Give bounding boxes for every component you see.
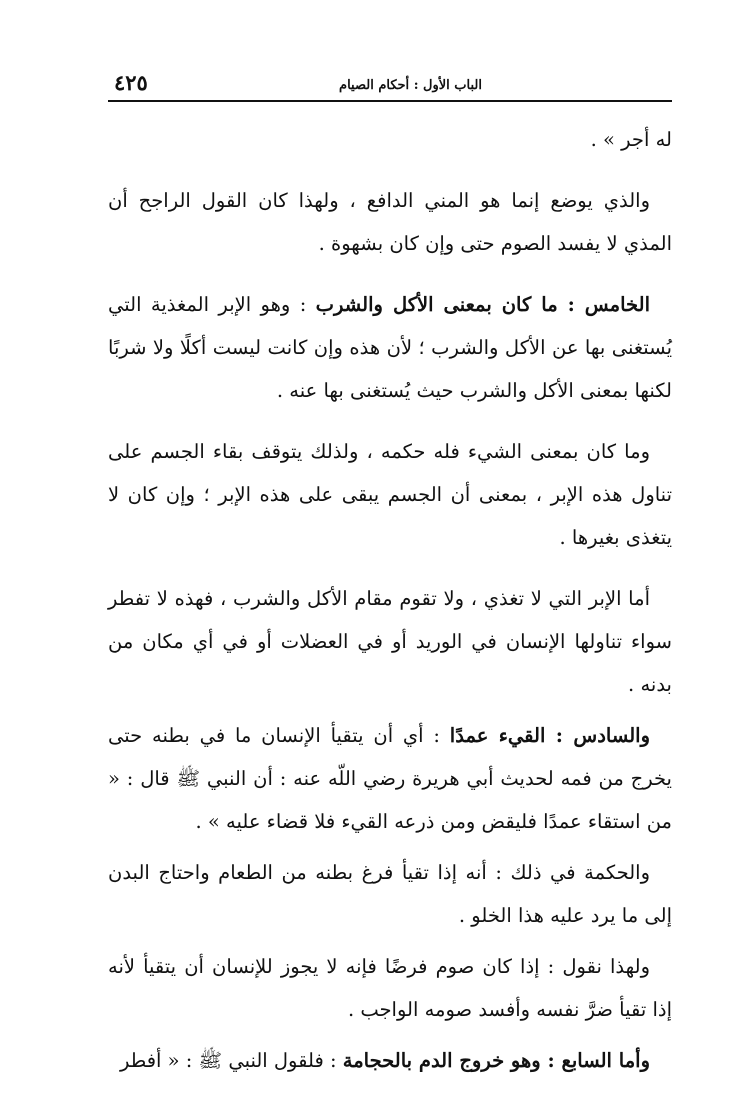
paragraph-8	[108, 945, 672, 1031]
header-rule	[108, 100, 672, 102]
paragraph-4	[108, 430, 672, 559]
body-text	[108, 118, 672, 1082]
paragraph-6	[108, 714, 672, 843]
paragraph-9-lead: وأما السابع : وهو خروج الدم بالحجامة	[342, 1049, 650, 1072]
paragraph-1-text: له أجر » .	[590, 128, 672, 151]
page-number: ٤٢٥	[114, 70, 148, 95]
paragraph-3	[108, 283, 672, 412]
paragraph-7	[108, 851, 672, 937]
paragraph-7-text: والحكمة في ذلك : أنه إذا تقيأ فرغ بطنه من الطعام واحتاج البدن إلى ما يرد عليه هذا الخلو .	[108, 861, 672, 927]
paragraph-8-text: ولهذا نقول : إذا كان صوم فرضًا فإنه لا يجوز للإنسان أن يتقيأ لأنه إذا تقيأ ضرَّ نفسه وأفسد صومه الواجب .	[108, 955, 672, 1021]
paragraph-4-text: وما كان بمعنى الشيء فله حكمه ، ولذلك يتوقف بقاء الجسم على تناول هذه الإبر ، بمعنى أن الجسم يبقى على هذه الإبر ؛ وإن كان لا يتغذى بغيرها .	[108, 440, 672, 549]
paragraph-6-lead: والسادس : القيء عمدًا	[449, 724, 650, 747]
paragraph-3-text: : وهو الإبر المغذية التي يُستغنى بها عن الأكل والشرب ؛ لأن هذه وإن كانت ليست أكلًا ولا شربًا لكنها بمعنى الأكل والشرب حيث يُستغنى بها عنه .	[108, 293, 672, 402]
paragraph-1	[108, 118, 672, 161]
paragraph-6-text: : أي أن يتقيأ الإنسان ما في بطنه حتى يخرج من فمه لحديث أبي هريرة رضي اللّه عنه : أن النبي ﷺ قال : « من استقاء عمدًا فليقض ومن ذرعه القيء فلا قضاء عليه » .	[108, 724, 672, 833]
paragraph-2	[108, 179, 672, 265]
paragraph-5-text: أما الإبر التي لا تغذي ، ولا تقوم مقام الأكل والشرب ، فهذه لا تفطر سواء تناولها الإنسان في الوريد أو في العضلات أو في أي مكان من بدنه .	[108, 587, 672, 696]
chapter-title: الباب الأول : أحكام الصيام	[339, 78, 482, 93]
running-header	[108, 66, 672, 96]
paragraph-5	[108, 577, 672, 706]
paragraph-3-lead: الخامس : ما كان بمعنى الأكل والشرب	[315, 293, 650, 316]
paragraph-2-text: والذي يوضع إنما هو المني الدافع ، ولهذا كان القول الراجح أن المذي لا يفسد الصوم حتى وإن كان بشهوة .	[108, 189, 672, 255]
paragraph-9	[108, 1039, 672, 1082]
paragraph-9-text: : فلقول النبي ﷺ : « أفطر	[119, 1049, 343, 1072]
